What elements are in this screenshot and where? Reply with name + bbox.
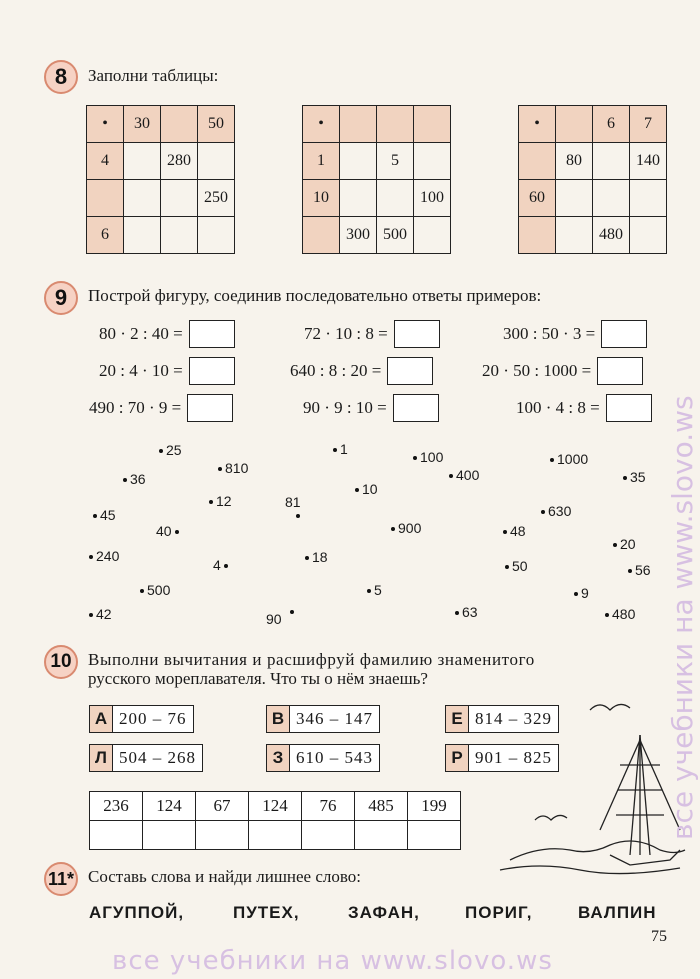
- answer-box[interactable]: [189, 320, 235, 348]
- task-9-badge: 9: [44, 281, 78, 315]
- code-expression: 901 – 825: [469, 745, 558, 771]
- table-cell: 30: [124, 106, 161, 143]
- table-2: [302, 105, 451, 254]
- point-10[interactable]: 10: [352, 481, 378, 497]
- answer-box[interactable]: [606, 394, 652, 422]
- table-cell[interactable]: [630, 217, 667, 254]
- code-a: [89, 705, 194, 733]
- point-35[interactable]: 35: [620, 469, 646, 485]
- table-cell[interactable]: [377, 180, 414, 217]
- code-letter: А: [90, 706, 113, 732]
- example-2: [304, 320, 440, 348]
- table-cell[interactable]: [340, 180, 377, 217]
- task-10-text-1: Выполни вычитания и расшифруй фамилию знаменитого: [88, 650, 535, 669]
- task-10-text-2: русского мореплавателя. Что ты о нём знаешь?: [88, 669, 428, 688]
- answer-number: 67: [196, 792, 249, 821]
- table-cell: 280: [161, 143, 198, 180]
- table-cell: 4: [87, 143, 124, 180]
- point-400[interactable]: 400: [446, 467, 479, 483]
- point-500[interactable]: 500: [137, 582, 170, 598]
- example-text: 20 · 50 : 1000 =: [482, 361, 592, 380]
- table-cell[interactable]: [556, 180, 593, 217]
- watermark-side: все учебники на www.slovo.ws: [666, 395, 699, 840]
- table-cell: 10: [303, 180, 340, 217]
- example-7: [89, 394, 233, 422]
- code-v: [266, 705, 380, 733]
- answer-letter-cell[interactable]: [408, 821, 461, 850]
- code-expression: 346 – 147: [290, 706, 379, 732]
- table-cell[interactable]: [161, 180, 198, 217]
- task-10-badge: 10: [44, 645, 78, 679]
- task-11-badge: 11*: [44, 862, 78, 896]
- answer-number: 76: [302, 792, 355, 821]
- table-cell: [161, 106, 198, 143]
- table-cell: 60: [519, 180, 556, 217]
- code-letter: Е: [446, 706, 469, 732]
- point-4[interactable]: 4: [213, 557, 231, 573]
- point-25[interactable]: 25: [156, 442, 182, 458]
- point-630[interactable]: 630: [538, 503, 571, 519]
- code-letter: Р: [446, 745, 469, 771]
- task-11-text: Составь слова и найди лишнее слово:: [88, 867, 362, 886]
- point-90[interactable]: 90: [266, 611, 282, 627]
- point-810[interactable]: 810: [215, 460, 248, 476]
- table-cell: 5: [377, 143, 414, 180]
- word-2: ПУТЕХ,: [233, 903, 300, 922]
- table-cell: •: [303, 106, 340, 143]
- table-cell: 7: [630, 106, 667, 143]
- example-text: 90 · 9 : 10 =: [303, 398, 387, 417]
- answer-box[interactable]: [394, 320, 440, 348]
- table-cell[interactable]: [519, 217, 556, 254]
- code-expression: 814 – 329: [469, 706, 558, 732]
- code-expression: 610 – 543: [290, 745, 379, 771]
- table-cell: 140: [630, 143, 667, 180]
- code-letter: Л: [90, 745, 113, 771]
- table-cell[interactable]: [593, 180, 630, 217]
- example-3: [503, 320, 647, 348]
- table-cell: 1: [303, 143, 340, 180]
- point-45[interactable]: 45: [90, 507, 116, 523]
- table-cell: 100: [414, 180, 451, 217]
- point-1000[interactable]: 1000: [547, 451, 588, 467]
- answer-letter-cell[interactable]: [355, 821, 408, 850]
- answer-letter-cell[interactable]: [90, 821, 143, 850]
- answer-letter-cell[interactable]: [196, 821, 249, 850]
- point-100[interactable]: 100: [410, 449, 443, 465]
- table-1: [86, 105, 235, 254]
- answer-box[interactable]: [189, 357, 235, 385]
- watermark-bottom: все учебники на www.slovo.ws: [112, 946, 553, 976]
- answer-box[interactable]: [393, 394, 439, 422]
- table-cell[interactable]: [124, 217, 161, 254]
- code-expression: 504 – 268: [113, 745, 202, 771]
- table-3: [518, 105, 667, 254]
- point-240[interactable]: 240: [86, 548, 119, 564]
- answer-number: 236: [90, 792, 143, 821]
- table-cell: •: [519, 106, 556, 143]
- point-20[interactable]: 20: [610, 536, 636, 552]
- code-expression: 200 – 76: [113, 706, 193, 732]
- point-5[interactable]: 5: [364, 582, 382, 598]
- point-18[interactable]: 18: [302, 549, 328, 565]
- answer-box[interactable]: [187, 394, 233, 422]
- example-4: [99, 357, 235, 385]
- example-9: [516, 394, 652, 422]
- word-1: АГУППОЙ,: [89, 903, 185, 922]
- example-text: 490 : 70 · 9 =: [89, 398, 182, 417]
- table-cell[interactable]: [414, 217, 451, 254]
- answer-box[interactable]: [387, 357, 433, 385]
- table-cell[interactable]: [303, 217, 340, 254]
- answer-letter-cell[interactable]: [249, 821, 302, 850]
- example-1: [99, 320, 235, 348]
- point-56[interactable]: 56: [625, 562, 651, 578]
- answer-number: 124: [249, 792, 302, 821]
- answer-number: 485: [355, 792, 408, 821]
- code-l: [89, 744, 203, 772]
- example-8: [303, 394, 439, 422]
- table-cell[interactable]: [414, 106, 451, 143]
- point-81-dot: [296, 514, 300, 518]
- answer-letter-cell[interactable]: [302, 821, 355, 850]
- answer-letter-cell[interactable]: [143, 821, 196, 850]
- table-cell: 6: [87, 217, 124, 254]
- example-text: 72 · 10 : 8 =: [304, 324, 388, 343]
- task-8-text: Заполни таблицы:: [88, 66, 219, 85]
- point-40[interactable]: 40: [156, 523, 182, 539]
- point-50[interactable]: 50: [502, 558, 528, 574]
- table-cell: 300: [340, 217, 377, 254]
- table-cell: 500: [377, 217, 414, 254]
- example-text: 640 : 8 : 20 =: [290, 361, 382, 380]
- table-cell[interactable]: [198, 217, 235, 254]
- code-letter: В: [267, 706, 290, 732]
- table-cell[interactable]: [593, 143, 630, 180]
- table-cell[interactable]: [630, 180, 667, 217]
- task-9-text: Построй фигуру, соединив последовательно ответы примеров:: [88, 286, 542, 305]
- answer-table: [89, 791, 461, 850]
- answer-number: 124: [143, 792, 196, 821]
- seagull-1: [590, 704, 630, 710]
- seagull-2: [535, 815, 567, 820]
- table-cell[interactable]: [340, 106, 377, 143]
- point-12[interactable]: 12: [206, 493, 232, 509]
- point-1[interactable]: 1: [330, 441, 348, 457]
- table-cell[interactable]: [198, 143, 235, 180]
- table-cell: 6: [593, 106, 630, 143]
- point-900[interactable]: 900: [388, 520, 421, 536]
- example-6: [482, 357, 643, 385]
- example-text: 80 · 2 : 40 =: [99, 324, 183, 343]
- point-42[interactable]: 42: [86, 606, 112, 622]
- code-z: [266, 744, 380, 772]
- word-5: ВАЛПИН: [578, 903, 657, 922]
- answer-box[interactable]: [601, 320, 647, 348]
- point-81[interactable]: 81: [285, 494, 301, 510]
- point-36[interactable]: 36: [120, 471, 146, 487]
- example-text: 100 · 4 : 8 =: [516, 398, 600, 417]
- table-cell[interactable]: [124, 180, 161, 217]
- task-8-badge: 8: [44, 60, 78, 94]
- point-63[interactable]: 63: [452, 604, 478, 620]
- answer-box[interactable]: [597, 357, 643, 385]
- example-text: 300 : 50 · 3 =: [503, 324, 596, 343]
- table-cell: 50: [198, 106, 235, 143]
- point-48[interactable]: 48: [500, 523, 526, 539]
- code-letter: З: [267, 745, 290, 771]
- point-480[interactable]: 480: [602, 606, 635, 622]
- point-9[interactable]: 9: [571, 585, 589, 601]
- table-cell[interactable]: [87, 180, 124, 217]
- table-cell[interactable]: [519, 143, 556, 180]
- table-cell[interactable]: [377, 106, 414, 143]
- table-cell[interactable]: [556, 106, 593, 143]
- answer-number: 199: [408, 792, 461, 821]
- table-cell: 250: [198, 180, 235, 217]
- table-cell: 480: [593, 217, 630, 254]
- table-cell[interactable]: [414, 143, 451, 180]
- table-cell: •: [87, 106, 124, 143]
- page-number: 75: [651, 928, 667, 945]
- table-cell[interactable]: [161, 217, 198, 254]
- table-cell[interactable]: [340, 143, 377, 180]
- word-4: ПОРИГ,: [465, 903, 533, 922]
- ship-illustration: [490, 680, 690, 880]
- example-5: [290, 357, 433, 385]
- word-3: ЗАФАН,: [348, 903, 420, 922]
- table-cell: 80: [556, 143, 593, 180]
- point-90-dot: [290, 610, 294, 614]
- example-text: 20 : 4 · 10 =: [99, 361, 183, 380]
- table-cell[interactable]: [556, 217, 593, 254]
- table-cell[interactable]: [124, 143, 161, 180]
